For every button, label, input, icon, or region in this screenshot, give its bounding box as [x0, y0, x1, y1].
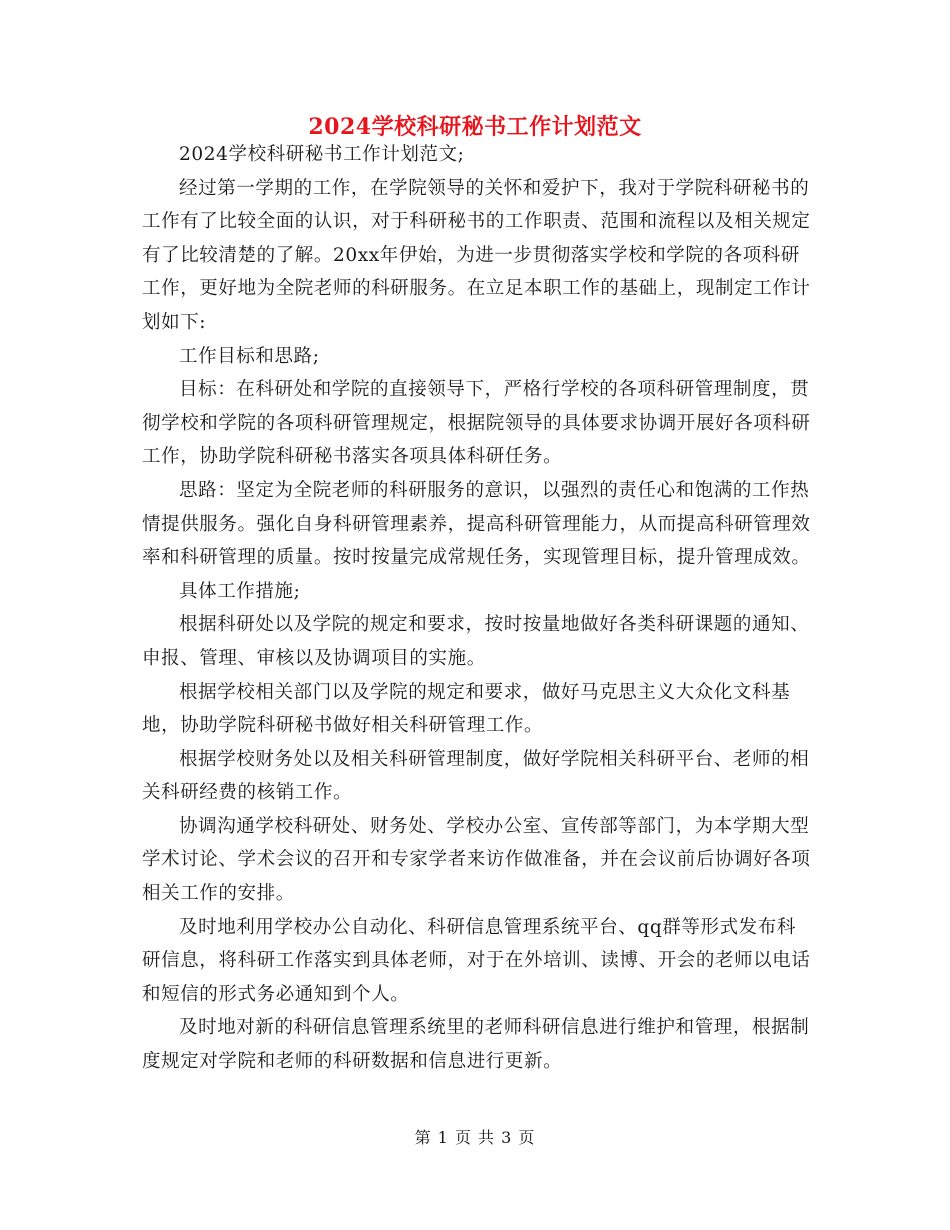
paragraph-intro: 经过第一学期的工作，在学院领导的关怀和爱护下，我对于学院科研秘书的工作有了比较全面的认识，对于科研秘书的工作职责、范围和流程以及相关规定有了比较清楚的了解。20xx年伊始，为进一步贯彻落实学校和学院的各项科研工作，更好地为全院老师的科研服务。在立足本职工作的基础上，现制定工作计划如下:	[142, 177, 811, 333]
paragraph-approach: 思路：坚定为全院老师的科研服务的意识，以强烈的责任心和饱满的工作热情提供服务。强化自身科研管理素养，提高科研管理能力，从而提高科研管理效率和科研管理的质量。按时按量完成常规任务，实现管理目标，提升管理成效。	[142, 479, 811, 569]
paragraph-measure-1: 根据科研处以及学院的规定和要求，按时按量地做好各类科研课题的通知、申报、管理、审核以及协调项目的实施。	[142, 614, 810, 669]
paragraph-measure-4: 协调沟通学校科研处、财务处、学校办公室、宣传部等部门，为本学期大型学术讨论、学术会议的召开和专家学者来访作做准备，并在会议前后协调好各项相关工作的安排。	[142, 815, 811, 905]
section-heading-goals: 工作目标和思路;	[179, 345, 320, 367]
document-title: 2024学校科研秘书工作计划范文	[308, 114, 642, 140]
paragraph-measure-2: 根据学校相关部门以及学院的规定和要求，做好马克思主义大众化文科基地，协助学院科研秘书做好相关科研管理工作。	[142, 681, 791, 737]
page-number-footer: 第 1 页 共 3 页	[414, 1128, 536, 1147]
paragraph-heading-repeat: 2024学校科研秘书工作计划范文;	[179, 144, 465, 165]
paragraph-measure-5: 及时地利用学校办公自动化、科研信息管理系统平台、qq群等形式发布科研信息，将科研工作落实到具体老师，对于在外培训、读博、开会的老师以电话和短信的形式务必通知到个人。	[142, 916, 811, 1005]
section-heading-measures: 具体工作措施;	[179, 580, 301, 602]
document-body	[142, 138, 814, 1079]
paragraph-measure-3: 根据学校财务处以及相关科研管理制度，做好学院相关科研平台、老师的相关科研经费的核销工作。	[142, 748, 810, 804]
paragraph-goal: 目标：在科研处和学院的直接领导下，严格行学校的各项科研管理制度，贯彻学校和学院的各项科研管理规定，根据院领导的具体要求协调开展好各项科研工作，协助学院科研秘书落实各项具体科研任务。	[142, 379, 811, 468]
paragraph-measure-6: 及时地对新的科研信息管理系统里的老师科研信息进行维护和管理，根据制度规定对学院和老师的科研数据和信息进行更新。	[142, 1017, 810, 1073]
